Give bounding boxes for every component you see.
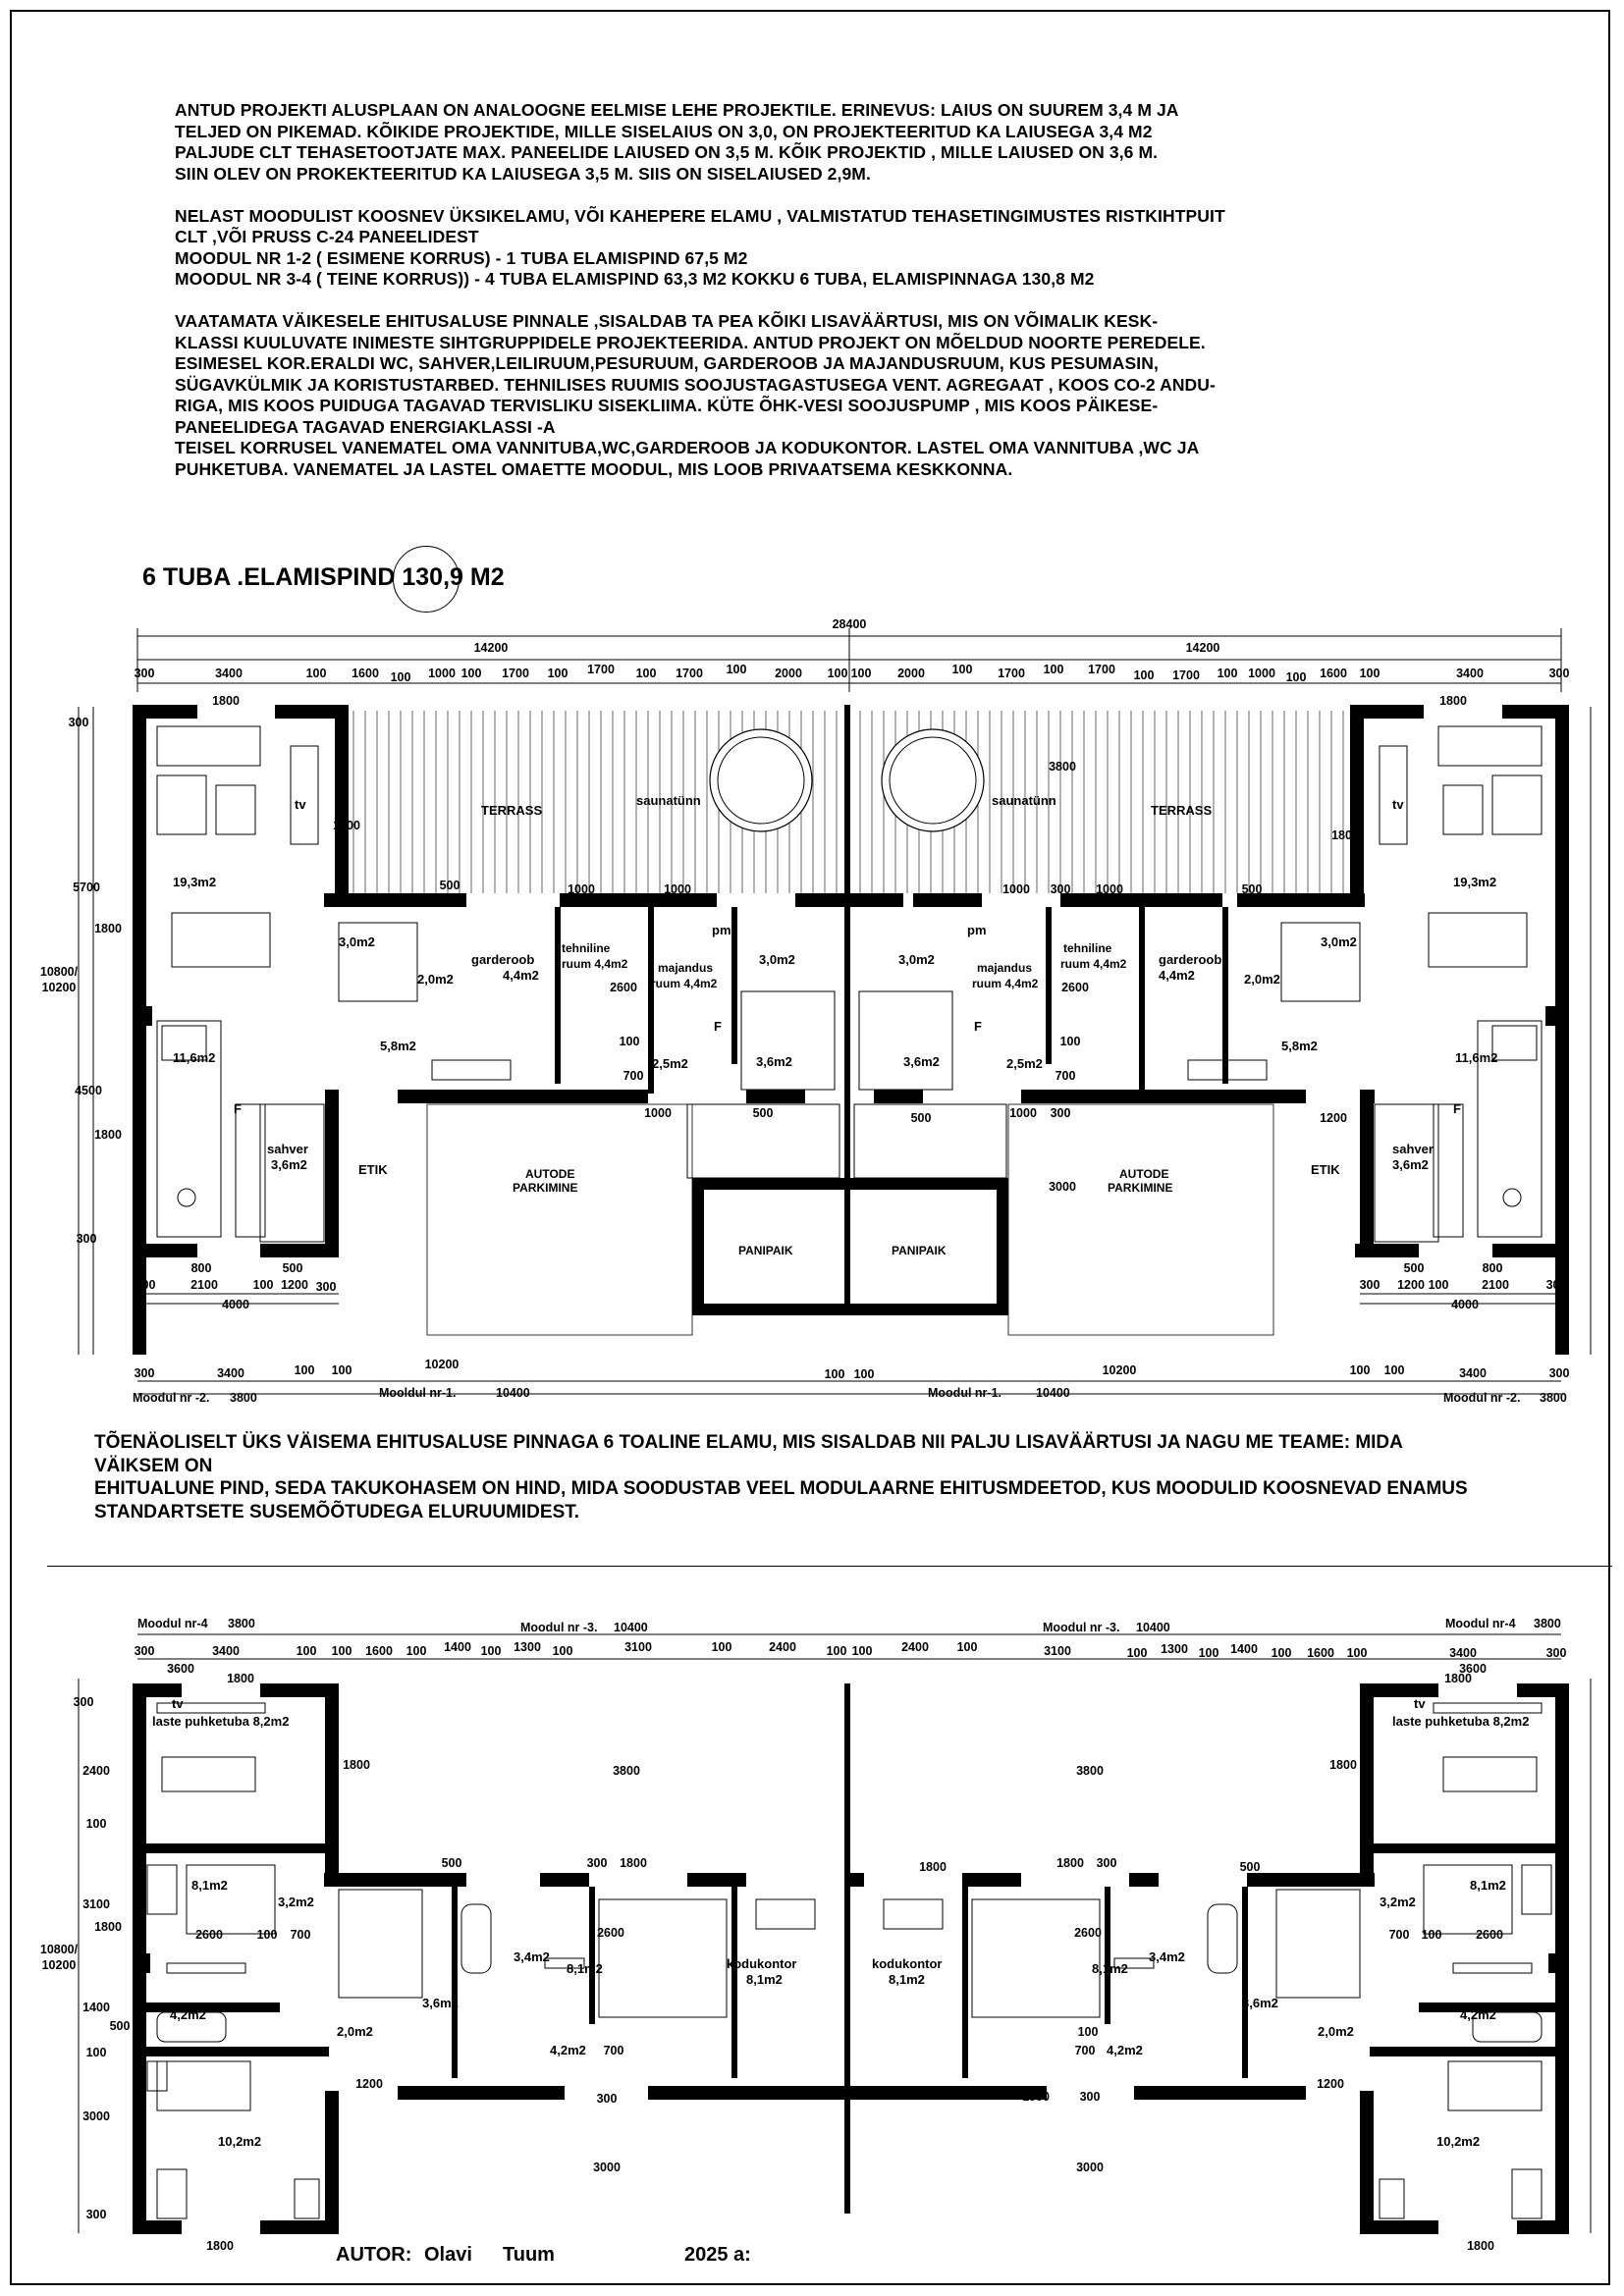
room-36-right: 3,6m2 <box>1242 1996 1278 2010</box>
tv-right: tv <box>1414 1696 1426 1711</box>
dim: 300 <box>1096 1856 1117 1870</box>
dim: 700 <box>603 2044 624 2057</box>
room-32-right: 3,2m2 <box>1380 1895 1416 1909</box>
dim: 1800 <box>94 922 122 935</box>
dim: 300 <box>1545 1646 1567 1660</box>
dim: 1300 <box>1161 1642 1188 1656</box>
dim: 700 <box>1055 1069 1076 1083</box>
dim: 3400 <box>212 1644 240 1658</box>
dim: 100 <box>305 667 327 680</box>
dim: 1600 <box>1320 667 1347 680</box>
dim: 3400 <box>215 667 243 680</box>
dim: 3100 <box>1044 1644 1071 1658</box>
dim: 1800 <box>919 1860 947 1874</box>
room-tehniline-right-area: ruum 4,4m2 <box>1060 957 1127 971</box>
dim: 1800 <box>620 1856 647 1870</box>
dim: 1000 <box>664 882 691 896</box>
dim: 100 <box>635 667 657 680</box>
room-tehniline-left-area: ruum 4,4m2 <box>562 957 628 971</box>
dim: 3800 <box>1049 760 1076 774</box>
parking-left: AUTODE <box>525 1167 575 1181</box>
dim: 1400 <box>444 1640 471 1654</box>
room-sahver-right: sahver <box>1392 1142 1434 1156</box>
module-4-right-label: Moodul nr-4 <box>1445 1617 1516 1630</box>
dim: 1800 <box>227 1672 254 1685</box>
dim-half-right: 14200 <box>1185 641 1220 655</box>
dim: 100 <box>85 1817 107 1831</box>
dim: 1200 <box>355 2077 383 2091</box>
dim: 1800 <box>94 1128 122 1142</box>
dim-total: 28400 <box>832 617 867 631</box>
module-1-right-value: 10400 <box>1036 1386 1070 1400</box>
dim: 1800 <box>333 819 360 832</box>
dim: 100 <box>256 1928 278 1942</box>
room-garderoob-left-area: 4,4m2 <box>503 968 539 983</box>
f-kitchen-right: F <box>1453 1101 1461 1116</box>
module-3-right-label: Moodul nr -3. <box>1043 1621 1120 1634</box>
f-kitchen-left: F <box>234 1101 242 1116</box>
f-left: F <box>714 1019 722 1034</box>
dim: 3800 <box>613 1764 640 1778</box>
dim: 100 <box>1271 1646 1292 1660</box>
dim: 5700 <box>73 881 100 894</box>
dim: 1200 <box>281 1278 308 1292</box>
tv-left: tv <box>295 797 306 812</box>
dim: 300 <box>85 2208 107 2221</box>
room-majandus-right-area: ruum 4,4m2 <box>972 977 1039 990</box>
dim: 100 <box>85 2046 107 2059</box>
dim: 100 <box>480 1644 502 1658</box>
dim: 3600 <box>167 1662 194 1676</box>
dim: 100 <box>1133 668 1155 682</box>
dim: 100 <box>460 667 482 680</box>
dim: 10200 <box>424 1358 460 1371</box>
module-2-right-value: 3800 <box>1540 1391 1567 1405</box>
dim: 3100 <box>624 1640 652 1654</box>
dim: 1800 <box>1329 1758 1357 1772</box>
room-36-left: 3,6m2 <box>422 1996 459 2010</box>
room-kids-right: laste puhketuba 8,2m2 <box>1392 1714 1530 1729</box>
dim: 300 <box>134 1366 155 1380</box>
module-3-label: Moodul nr -3. <box>520 1621 598 1634</box>
dim: 100 <box>1043 663 1064 676</box>
dim: 2400 <box>82 1764 110 1778</box>
tv-right: tv <box>1392 797 1404 812</box>
dim: 1800 <box>1056 1856 1084 1870</box>
room-office-right-area: 8,1m2 <box>889 1972 925 1987</box>
parking-right: AUTODE <box>1119 1167 1169 1181</box>
dim: 100 <box>406 1644 427 1658</box>
dim: 1700 <box>1172 668 1200 682</box>
dim: 4000 <box>1451 1298 1479 1311</box>
dim: 10200 <box>41 981 77 994</box>
dim: 100 <box>1349 1363 1371 1377</box>
room-bath-right: 4,2m2 <box>1460 2007 1496 2022</box>
middle-text: TÕENÄOLISELT ÜKS VÄISEMA EHITUSALUSE PINNAGA 6 TOALINE ELAMU, MIS SISALDAB NII PALJU LISAVÄÄRTUSI JA NAGU ME TEAME: MIDA VÄIKSEM ON EHITUALUNE PIND, SEDA TAKUKOHASEM ON HIND, MIDA SOODUSTAB VEEL MODULAARNE EHITUSMDEETOD, KUS MOODULID KOOSNEVAD ENAMUS STANDARTSETE SUSEMÕÕTUDEGA ELURUUMIDEST. <box>94 1432 1468 1522</box>
dim: 1800 <box>1331 828 1359 842</box>
dim: 300 <box>68 716 89 729</box>
dim: 100 <box>1421 1928 1442 1942</box>
dim: 100 <box>726 663 747 676</box>
dim: 2600 <box>195 1928 223 1942</box>
room-living-right: 19,3m2 <box>1453 875 1497 889</box>
dim: 1800 <box>1444 1672 1472 1685</box>
dim: 100 <box>1059 1035 1081 1048</box>
room-living-left: 19,3m2 <box>173 875 217 889</box>
dim: 4500 <box>75 1084 102 1097</box>
room-102-right: 10,2m2 <box>1436 2134 1481 2149</box>
dim: 1400 <box>82 2001 110 2014</box>
dim: 100 <box>1346 1646 1368 1660</box>
dim: 100 <box>1428 1278 1449 1292</box>
sauna-tub-right: saunatünn <box>992 793 1056 808</box>
dim: 1000 <box>1009 1106 1037 1120</box>
dim: 300 <box>1545 1278 1567 1292</box>
dim: 500 <box>439 879 460 892</box>
dim: 2400 <box>901 1640 929 1654</box>
dim: 1000 <box>1248 667 1275 680</box>
dim: 100 <box>390 670 411 684</box>
dim: 1000 <box>568 882 595 896</box>
author-year: 2025 a: <box>684 2244 751 2266</box>
dim: 1700 <box>587 663 615 676</box>
dim: 1200 <box>1397 1278 1425 1292</box>
pm-right: pm <box>967 923 987 937</box>
dim: 100 <box>956 1640 978 1654</box>
dim: 1800 <box>1439 694 1467 708</box>
dim: 1400 <box>1230 1642 1258 1656</box>
dim: 500 <box>925 2088 947 2102</box>
dim: 2400 <box>769 1640 796 1654</box>
dim: 100 <box>951 663 973 676</box>
parking-left-2: PARKIMINE <box>513 1181 578 1195</box>
dim: 1700 <box>676 667 703 680</box>
dim: 2600 <box>1061 981 1089 994</box>
room-42-right: 4,2m2 <box>1107 2043 1143 2057</box>
module-4-label: Moodul nr-4 <box>137 1617 208 1630</box>
dim: 100 <box>1077 2025 1099 2039</box>
module-2-value: 3800 <box>230 1391 257 1405</box>
dim: 1800 <box>343 1758 370 1772</box>
dim: 1000 <box>644 1106 672 1120</box>
dim: 1000 <box>1002 882 1030 896</box>
module-3-value: 10400 <box>614 1621 648 1634</box>
dim: 1600 <box>365 1644 393 1658</box>
dim: 300 <box>596 2092 618 2106</box>
dim: 300 <box>315 1280 337 1294</box>
room-sahver-left-area: 3,6m2 <box>271 1157 307 1172</box>
module-1-label: Mooldul nr-1. <box>379 1386 457 1400</box>
dim: 300 <box>135 1278 156 1292</box>
dim: 100 <box>1359 667 1380 680</box>
dim: 300 <box>134 667 155 680</box>
dim: 1000 <box>428 667 456 680</box>
dim: 100 <box>547 667 568 680</box>
dim: 300 <box>1079 2090 1101 2104</box>
dim: 700 <box>1074 2044 1096 2057</box>
dim: 700 <box>1388 1928 1410 1942</box>
module-4-value: 3800 <box>228 1617 255 1630</box>
dim: 300 <box>76 1232 97 1246</box>
pm-left: pm <box>712 923 731 937</box>
dim: 700 <box>290 1928 311 1942</box>
dim: 100 <box>619 1035 640 1048</box>
dim: 100 <box>331 1644 352 1658</box>
module-2-label: Moodul nr -2. <box>133 1391 210 1405</box>
dim: 1800 <box>1467 2239 1494 2253</box>
room-sahver-left: sahver <box>267 1142 308 1156</box>
author-first: Olavi <box>424 2244 472 2266</box>
module-3-right-value: 10400 <box>1136 1621 1170 1634</box>
room-hall-left: 2,0m2 <box>337 2024 373 2039</box>
dim: 100 <box>1198 1646 1219 1660</box>
dim: 1800 <box>94 1920 122 1934</box>
dim: 100 <box>851 1644 873 1658</box>
author-last: Tuum <box>503 2244 555 2266</box>
dim: 100 <box>331 1363 352 1377</box>
dim: 4000 <box>222 1298 249 1311</box>
dim: 300 <box>1050 1106 1071 1120</box>
room-wc-left: 2,0m2 <box>417 972 454 987</box>
dim: 100 <box>552 1644 573 1658</box>
dim: 3000 <box>1049 1180 1076 1194</box>
f-right: F <box>974 1019 982 1034</box>
room-hall-right: 5,8m2 <box>1281 1039 1318 1053</box>
dim: 800 <box>190 1261 212 1275</box>
dim: 3000 <box>593 2161 621 2174</box>
dim: 100 <box>827 667 848 680</box>
room-tehniline-left: tehniline <box>562 941 611 955</box>
module-2-right-label: Moodul nr -2. <box>1443 1391 1521 1405</box>
dim: 10800/ <box>39 965 79 979</box>
room-etik-right: ETIK <box>1311 1162 1340 1177</box>
room-tehniline-right: tehniline <box>1063 941 1112 955</box>
room-master-right: 8,1m2 <box>1092 1961 1128 1976</box>
parking-right-2: PARKIMINE <box>1108 1181 1173 1195</box>
dim: 2600 <box>610 981 637 994</box>
dim: 300 <box>586 1856 608 1870</box>
room-etik-left: ETIK <box>358 1162 388 1177</box>
dim: 500 <box>752 1106 774 1120</box>
room-sauna-right: 3,0m2 <box>898 952 935 967</box>
dim: 100 <box>824 1367 845 1381</box>
dim: 500 <box>109 2019 131 2033</box>
dim: 1700 <box>1088 663 1115 676</box>
room-bath-left: 4,2m2 <box>170 2007 206 2022</box>
dim: 1200 <box>1317 2077 1344 2091</box>
dim: 3100 <box>82 1897 110 1911</box>
dim: 100 <box>1285 670 1307 684</box>
dim: 3400 <box>1459 1366 1487 1380</box>
dim: 300 <box>1050 882 1071 896</box>
room-corr-left: 2,5m2 <box>652 1056 688 1071</box>
room-office-left-area: 8,1m2 <box>746 1972 783 1987</box>
room-wash-left: 3,6m2 <box>756 1054 792 1069</box>
room-102-left: 10,2m2 <box>218 2134 262 2149</box>
dim: 100 <box>850 667 872 680</box>
room-garderoob-right: garderoob <box>1159 952 1222 967</box>
dim: 1700 <box>998 667 1025 680</box>
dim: 700 <box>623 1069 644 1083</box>
dim: 500 <box>441 1856 462 1870</box>
intro-text: ANTUD PROJEKTI ALUSPLAAN ON ANALOOGNE EELMISE LEHE PROJEKTILE. ERINEVUS: LAIUS ON SUUREM 3,4 M JA TELJED ON PIKEMAD. KÕIKIDE PROJEKTIDE, MILLE SISELAIUS ON 3,0, ON PROJEKTEERITUD KA LAIUSEGA 3,4 M2 PALJUDE CLT TEHASETOOTJATE MAX. PANEELIDE LAIUSED ON 3,5 M. KÕIK PROJEKTID , MILLE LAIUSED ON 3,6 M. SIIN OLEV ON PROKEKTEERITUD KA LAIUSEGA 3,5 M. SIIS ON SISELAIUSED 2,9M. NELAST MOODULIST KOOSNEV ÜKSIKELAMU, VÕI KAHEPERE ELAMU , VALMISTATUD TEHASETINGIMUSTES RISTKIHTPUIT CLT ,VÕI PRUSS C-24 PANEELIDEST MOODUL NR 1-2 ( ESIMENE KORRUS) - 1 TUBA ELAMISPIND 67,5 M2 MOODUL NR 3-4 ( TEINE KORRUS)) - 4 TUBA ELAMISPIND 63,3 M2 KOKKU 6 TUBA, ELAMISPINNAGA 130,8 M2 VAATAMATA VÄIKESELE EHITUSALUSE PINNALE ,SISALDAB TA PEA KÕIKI LISAVÄÄRTUSI, MIS ON VÕIMALIK KESK- KLASSI KUULUVATE INIMESTE SIHTGRUPPIDELE PROJEKTEERIDA. ANTUD PROJEKT ON MÕELDUD NOORTE PEREDELE. ESIMESEL KOR.ERALDI WC, SAHVER,LEILIRUUM,PESURUUM, GARDEROOB JA MAJANDUSRUUM, KUS PESUMASIN, SÜGAVKÜLMIK JA KORISTUSTARBED. TEHNILISES RUUMIS SOOJUSTAGASTUSEGA VENT. AGREGAAT , KOOS CO-2 ANDU- RIGA, MIS KOOS PUIDUGA TAGAVAD TERVISLIKU SISEKLIIMA. KÜTE ÕHK-VESI SOOJUSPUMP , MIS KOOS PÄIKESE- PANEELIDEGA TAGAVAD ENERGIAKLASSI -A TEISEL KORRUSEL VANEMATEL OMA VANNITUBA,WC,GARDEROOB JA KODUKONTOR. LASTEL OMA VANNITUBA ,WC JA PUHKETUBA. VANEMATEL JA LASTEL OMAETTE MOODUL, MIS LOOB PRIVAATSEMA KESKKONNA. <box>175 100 1225 479</box>
dim: 1200 <box>1320 1111 1347 1125</box>
dim-half-left: 14200 <box>473 641 509 655</box>
dim: 100 <box>853 1367 875 1381</box>
dim: 1000 <box>1022 2090 1050 2104</box>
room-34-right: 3,4m2 <box>1149 1949 1185 1964</box>
storage-right: PANIPAIK <box>892 1244 947 1257</box>
dim: 3800 <box>1076 1764 1104 1778</box>
room-hall-left: 5,8m2 <box>380 1039 416 1053</box>
dim: 1800 <box>212 694 240 708</box>
dim: 100 <box>1126 1646 1148 1660</box>
dim: 500 <box>910 1111 932 1125</box>
room-stair-left: 3,0m2 <box>339 934 375 949</box>
author-label: AUTOR: <box>336 2244 412 2266</box>
room-wc-right: 2,0m2 <box>1244 972 1280 987</box>
dim: 3400 <box>217 1366 244 1380</box>
room-stair-right: 3,0m2 <box>1321 934 1357 949</box>
dim: 1000 <box>1096 882 1123 896</box>
dim: 100 <box>1217 667 1238 680</box>
dim: 10200 <box>1102 1363 1137 1377</box>
room-majandus-left: majandus <box>658 961 714 975</box>
dim: 300 <box>73 1695 94 1709</box>
room-majandus-left-area: ruum 4,4m2 <box>651 977 718 990</box>
dim: 500 <box>1241 882 1263 896</box>
sauna-tub-left: saunatünn <box>636 793 701 808</box>
dim: 10800/ <box>39 1943 79 1956</box>
storage-left: PANIPAIK <box>738 1244 793 1257</box>
room-bed-right: 8,1m2 <box>1470 1878 1506 1893</box>
dim: 800 <box>1482 1261 1503 1275</box>
room-42-left: 4,2m2 <box>550 2043 586 2057</box>
dim: 3000 <box>1076 2161 1104 2174</box>
dim: 1000 <box>650 2088 677 2102</box>
room-kitchen-left: 11,6m2 <box>173 1050 216 1065</box>
room-terrass-left: TERRASS <box>481 803 543 818</box>
dim: 2600 <box>597 1926 624 1940</box>
headline: 6 TUBA .ELAMISPIND 130,9 M2 <box>142 563 505 591</box>
dim: 1700 <box>502 667 529 680</box>
room-master-left: 8,1m2 <box>567 1961 603 1976</box>
dim: 500 <box>747 2088 769 2102</box>
room-terrass-right: TERRASS <box>1151 803 1213 818</box>
dim: 3600 <box>1459 1662 1487 1676</box>
room-office-left: kodukontor <box>727 1956 797 1971</box>
dim: 2100 <box>1482 1278 1509 1292</box>
dim: 3000 <box>82 2109 110 2123</box>
room-32-left: 3,2m2 <box>278 1895 314 1909</box>
dim: 300 <box>1548 667 1570 680</box>
room-office-right: kodukontor <box>872 1956 943 1971</box>
dim: 100 <box>711 1640 732 1654</box>
room-majandus-right: majandus <box>977 961 1033 975</box>
room-kitchen-right: 11,6m2 <box>1455 1050 1498 1065</box>
dim: 100 <box>294 1363 315 1377</box>
tv-left: tv <box>172 1696 184 1711</box>
room-bed-left: 8,1m2 <box>191 1878 228 1893</box>
dim: 2600 <box>1074 1926 1102 1940</box>
module-1-right-label: Moodul nr-1. <box>928 1386 1001 1400</box>
dim: 500 <box>1239 1860 1261 1874</box>
module-1-value: 10400 <box>496 1386 530 1400</box>
room-wash-right: 3,6m2 <box>903 1054 940 1069</box>
room-garderoob-right-area: 4,4m2 <box>1159 968 1195 983</box>
dim: 500 <box>282 1261 303 1275</box>
room-sahver-right-area: 3,6m2 <box>1392 1157 1429 1172</box>
dim: 100 <box>1383 1363 1405 1377</box>
module-4-right-value: 3800 <box>1534 1617 1561 1630</box>
dim: 2100 <box>190 1278 218 1292</box>
dim: 100 <box>296 1644 317 1658</box>
dim: 1600 <box>1307 1646 1334 1660</box>
room-sauna-left: 3,0m2 <box>759 952 795 967</box>
room-kids-left: laste puhketuba 8,2m2 <box>152 1714 290 1729</box>
dim: 10200 <box>41 1958 77 1972</box>
dim: 1300 <box>514 1640 541 1654</box>
dim: 100 <box>826 1644 847 1658</box>
dim: 3400 <box>1449 1646 1477 1660</box>
dim: 300 <box>1359 1278 1380 1292</box>
room-hall-right: 2,0m2 <box>1318 2024 1354 2039</box>
dim: 2000 <box>775 667 802 680</box>
dim: 300 <box>134 1644 155 1658</box>
dim: 500 <box>1403 1261 1425 1275</box>
dim: 2000 <box>897 667 925 680</box>
room-corr-right: 2,5m2 <box>1006 1056 1043 1071</box>
dim: 2600 <box>1476 1928 1503 1942</box>
dim: 100 <box>252 1278 274 1292</box>
dim: 1800 <box>206 2239 234 2253</box>
room-34-left: 3,4m2 <box>514 1949 550 1964</box>
room-garderoob-left: garderoob <box>471 952 535 967</box>
dim: 1600 <box>352 667 379 680</box>
dim: 300 <box>1548 1366 1570 1380</box>
dim: 3400 <box>1456 667 1484 680</box>
